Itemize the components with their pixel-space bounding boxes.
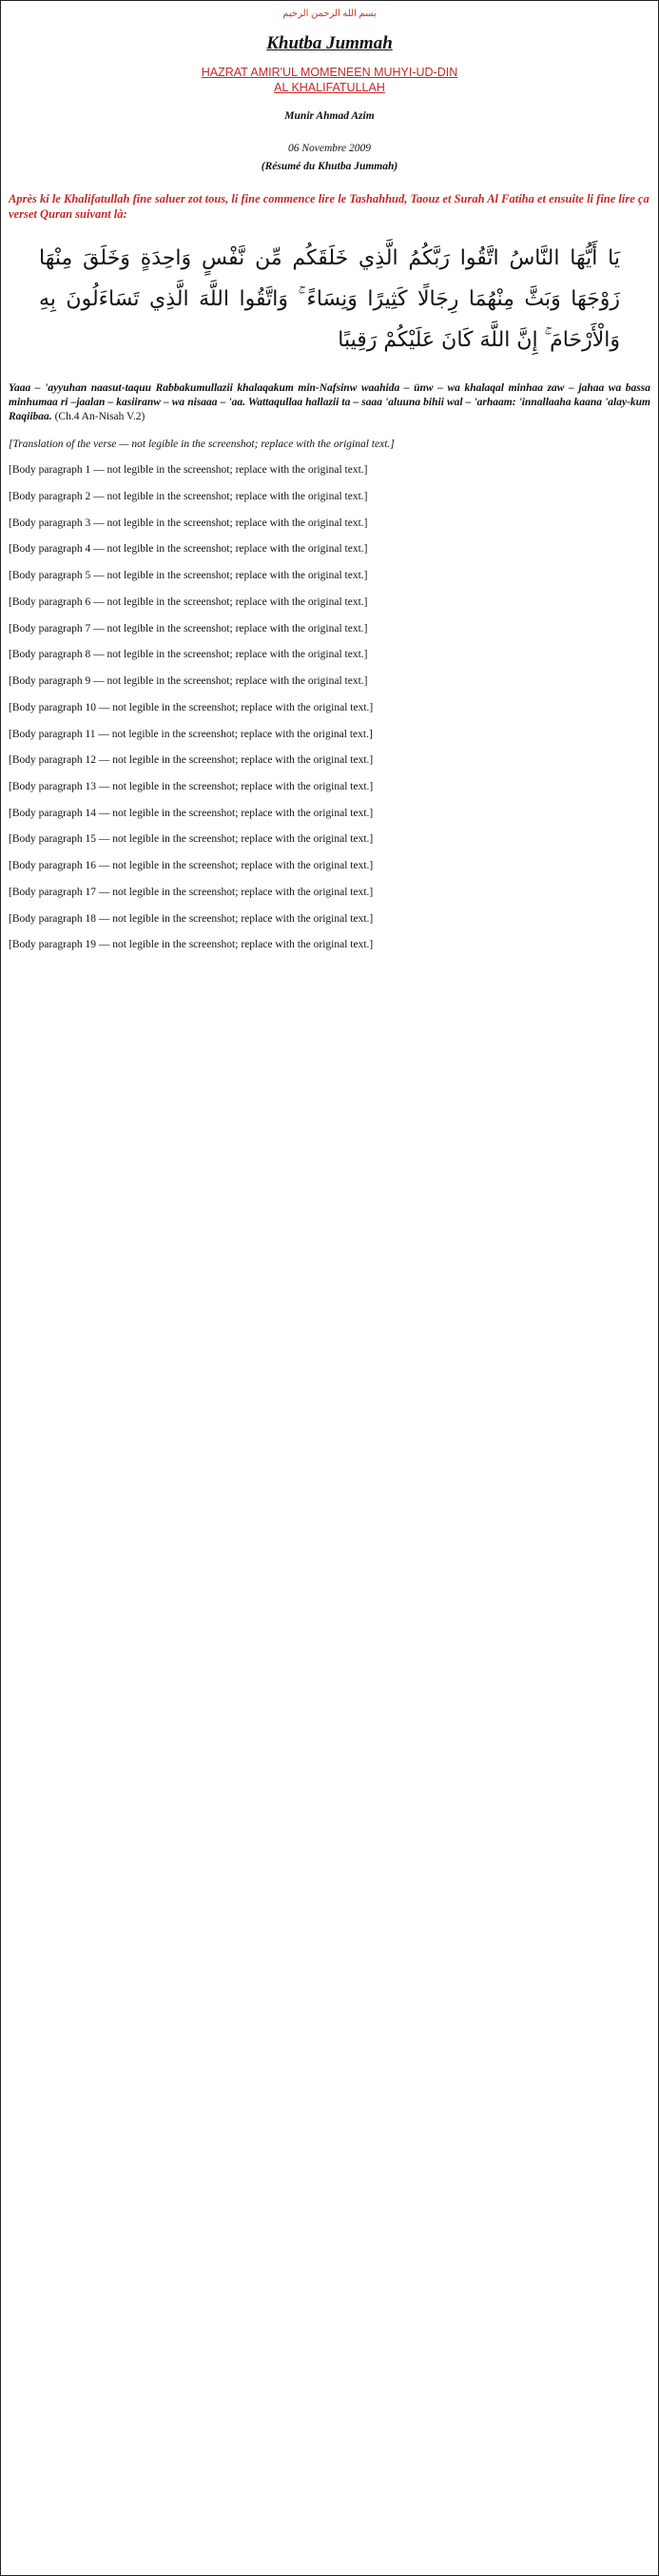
- body-paragraph: [Body paragraph 10 — not legible in the screenshot; replace with the original text.]: [9, 701, 374, 713]
- body-paragraph: [Body paragraph 12 — not legible in the screenshot; replace with the original text.]: [9, 754, 374, 767]
- body-paragraph: [Body paragraph 18 — not legible in the screenshot; replace with the original text.]: [9, 912, 374, 925]
- transliteration-text: Yaaa – 'ayyuhan naasut-taquu Rabbakumullazii khalaqakum min-Nafsinw waahida – ünw – wa khalaqal minhaa zaw – jahaa wa bassa minhumaa ri –jaalan – kasiiranw – wa nisaaa – 'aa. Wattaqullaa hallazii ta – saaa 'aluuna bihii wal – 'arhaam: 'innallaaha kaana 'alay-kum Raqiibaa.: [9, 382, 650, 422]
- body-paragraph: [Body paragraph 15 — not legible in the screenshot; replace with the original text.]: [9, 833, 374, 846]
- author-name: Munir Ahmad Azim: [284, 109, 375, 122]
- arabic-verse: يَا أَيُّهَا النَّاسُ اتَّقُوا رَبَّكُمُ الَّذِي خَلَقَكُم مِّن نَّفْسٍ وَاحِدَةٍ وَخَلَقَ مِنْهَا زَوْجَهَا وَبَثَّ مِنْهُمَا رِجَالًا كَثِيرًا وَنِسَاءً ۚ وَاتَّقُوا اللَّهَ الَّذِي تَسَاءَلُونَ بِهِ وَالْأَرْحَامَ ۚ إِنَّ اللَّهَ كَانَ عَلَيْكُمْ رَقِيبًا: [39, 245, 620, 352]
- hazrat-heading: [9, 65, 650, 96]
- page-title: Khutba Jummah: [266, 32, 393, 53]
- body-paragraph: [Body paragraph 5 — not legible in the screenshot; replace with the original text.]: [9, 570, 368, 582]
- body-paragraph: [Body paragraph 4 — not legible in the screenshot; replace with the original text.]: [9, 543, 368, 556]
- body-paragraph: [Body paragraph 19 — not legible in the screenshot; replace with the original text.]: [9, 939, 374, 951]
- hazrat-line-2: AL KHALIFATULLAH: [274, 81, 385, 95]
- body-paragraph: [Body paragraph 2 — not legible in the screenshot; replace with the original text.]: [9, 491, 368, 503]
- body-paragraph: [Body paragraph 7 — not legible in the screenshot; replace with the original text.]: [9, 622, 368, 634]
- summary-subtitle: (Résumé du Khutba Jummah): [261, 161, 398, 173]
- body-paragraph: [Body paragraph 1 — not legible in the screenshot; replace with the original text.]: [9, 464, 368, 477]
- sermon-date: 06 Novembre 2009: [287, 143, 372, 155]
- body-paragraph: [Body paragraph 13 — not legible in the screenshot; replace with the original text.]: [9, 780, 374, 792]
- body-paragraph: [Body paragraph 8 — not legible in the screenshot; replace with the original text.]: [9, 649, 368, 661]
- verse-reference: (Ch.4 An-Nisah V.2): [54, 410, 145, 422]
- body-paragraph: [Body paragraph 3 — not legible in the screenshot; replace with the original text.]: [9, 517, 368, 529]
- bismillah: بسم الله الرحمن الرحيم: [282, 9, 377, 19]
- body-paragraph: [Body paragraph 17 — not legible in the screenshot; replace with the original text.]: [9, 886, 374, 898]
- body-paragraph: [Body paragraph 11 — not legible in the screenshot; replace with the original text.]: [9, 728, 373, 740]
- sermon-body: [9, 438, 650, 952]
- body-paragraph: [Translation of the verse — not legible in the screenshot; replace with the original text.]: [9, 438, 395, 450]
- body-paragraph: [Body paragraph 6 — not legible in the screenshot; replace with the original text.]: [9, 595, 368, 608]
- body-paragraph: [Body paragraph 14 — not legible in the screenshot; replace with the original text.]: [9, 807, 374, 819]
- hazrat-line-1: HAZRAT AMIR'UL MOMENEEN MUHYI-UD-DIN: [201, 66, 458, 80]
- body-paragraph: [Body paragraph 16 — not legible in the screenshot; replace with the original text.]: [9, 860, 374, 872]
- body-paragraph: [Body paragraph 9 — not legible in the screenshot; replace with the original text.]: [9, 675, 368, 688]
- intro-paragraph: Après ki le Khalifatullah fine saluer zot tous, li fine commence lire le Tashahhud, Taouz et Surah Al Fatiha et ensuite li fine lire ça verset Quran suivant là:: [9, 191, 649, 221]
- verse-transliteration: [9, 381, 650, 423]
